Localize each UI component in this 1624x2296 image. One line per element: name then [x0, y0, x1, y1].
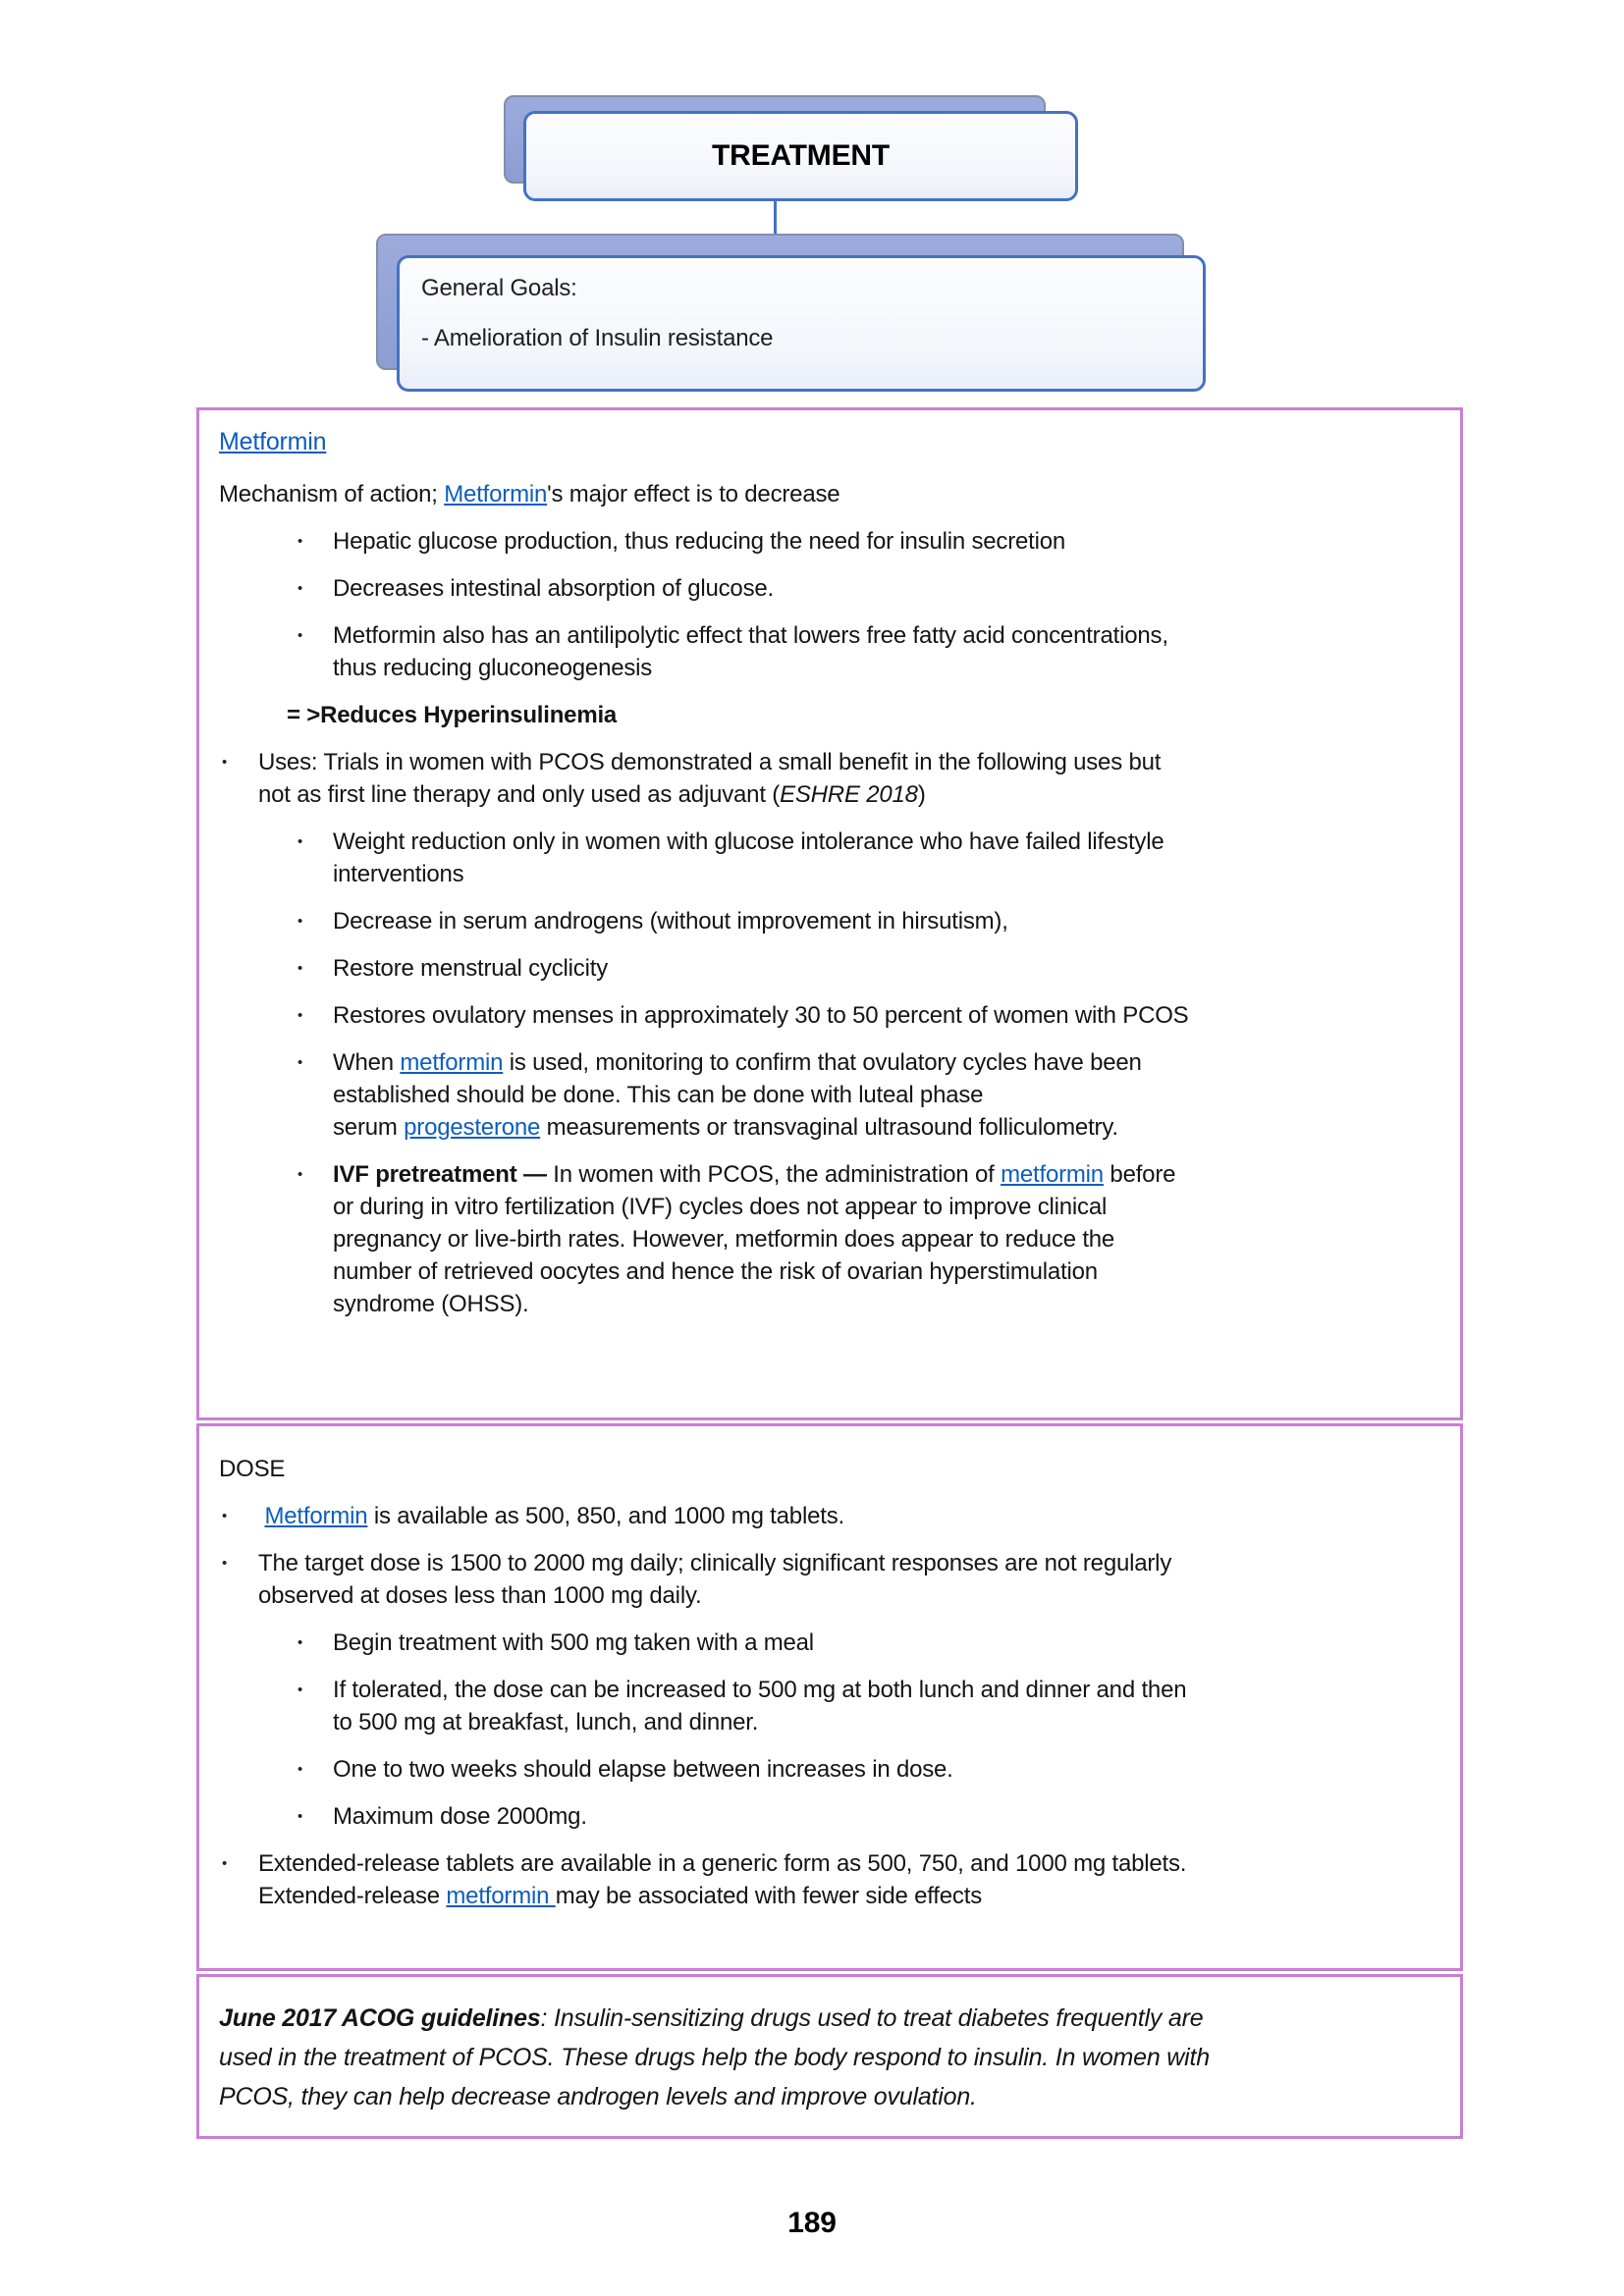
- bullet-text: [333, 999, 1440, 1032]
- text-run: June 2017 ACOG guidelines: [219, 2004, 541, 2032]
- general-goals-box: [397, 255, 1206, 392]
- text-run: Uses: Trials in women with PCOS demonstrated a small benefit in the following uses but: [258, 749, 1162, 775]
- text-run: = >Reduces Hyperinsulinemia: [287, 702, 618, 728]
- text-run: before: [1103, 1161, 1176, 1188]
- bullet-item: [219, 999, 1440, 1032]
- bullet-text: [333, 572, 1440, 605]
- text-run: is used, monitoring to confirm that ovulatory cycles have been: [503, 1049, 1142, 1076]
- bullet-item: [219, 1046, 1440, 1144]
- bullet-dot: •: [298, 1761, 303, 1778]
- text-run: Begin treatment with 500 mg taken with a meal: [333, 1629, 814, 1656]
- text-run: In women with PCOS, the administration of: [553, 1161, 1001, 1188]
- text-run: measurements or transvaginal ultrasound folliculometry.: [540, 1114, 1118, 1141]
- text-run: observed at doses less than 1000 mg daily.: [258, 1582, 702, 1609]
- bullet-item: [219, 1547, 1440, 1612]
- bullet-dot: •: [222, 1508, 228, 1524]
- text-run: Decreases intestinal absorption of glucose.: [333, 575, 774, 602]
- bullet-text: [258, 1500, 1440, 1532]
- text-run: syndrome (OHSS).: [333, 1291, 529, 1317]
- bullet-text: [333, 905, 1440, 937]
- text-run: When: [333, 1049, 401, 1076]
- bullet-dot: •: [298, 580, 303, 597]
- text-run: is available as 500, 850, and 1000 mg tablets.: [367, 1503, 844, 1529]
- text-run: IVF pretreatment —: [333, 1161, 554, 1188]
- bullet-dot: •: [298, 533, 303, 550]
- metformin-link[interactable]: Metformin: [444, 481, 548, 507]
- text-run: DOSE: [219, 1456, 286, 1482]
- bullet-text: [333, 619, 1440, 684]
- acog-guidelines-section: [196, 1974, 1463, 2139]
- text-run: Extended-release tablets are available in a generic form as 500, 750, and 1000 mg tablets.: [258, 1850, 1187, 1877]
- bullet-item: [219, 952, 1440, 985]
- bullet-item: [219, 746, 1440, 811]
- content-sections: [196, 407, 1463, 2142]
- bullet-text: [258, 1847, 1440, 1912]
- bullet-text: [333, 1158, 1440, 1320]
- text-run: The target dose is 1500 to 2000 mg daily; clinically significant responses are not regularly: [258, 1550, 1172, 1576]
- text-run: to 500 mg at breakfast, lunch, and dinner.: [333, 1709, 759, 1735]
- bullet-dot: •: [298, 1634, 303, 1651]
- bullet-dot: •: [222, 1555, 228, 1572]
- text-run: Hepatic glucose production, thus reducing the need for insulin secretion: [333, 528, 1066, 555]
- bullet-text: [333, 952, 1440, 985]
- bullet-dot: •: [222, 754, 228, 771]
- bullet-dot: •: [222, 1855, 228, 1872]
- bullet-text: [258, 1547, 1440, 1612]
- bullet-text: [258, 746, 1440, 811]
- text-run: pregnancy or live-birth rates. However, metformin does appear to reduce the: [333, 1226, 1115, 1253]
- text-run: One to two weeks should elapse between increases in dose.: [333, 1756, 953, 1783]
- text-run: Metformin also has an antilipolytic effect that lowers free fatty acid concentrations,: [333, 622, 1168, 649]
- metformin-link[interactable]: metformin: [1001, 1161, 1104, 1188]
- bullet-item: [219, 1627, 1440, 1659]
- treatment-title: TREATMENT: [712, 139, 890, 172]
- bullet-text: [333, 525, 1440, 558]
- bullet-item: [219, 525, 1440, 558]
- bullet-item: [219, 905, 1440, 937]
- text-run: Maximum dose 2000mg.: [333, 1803, 587, 1830]
- bullet-item: [219, 1847, 1440, 1912]
- metformin-link[interactable]: metformin: [400, 1049, 504, 1076]
- general-goals-item: - Amelioration of Insulin resistance: [421, 325, 774, 351]
- text-run: Restore menstrual cyclicity: [333, 955, 609, 982]
- metformin-section: [196, 407, 1463, 1420]
- bullet-item: [219, 619, 1440, 684]
- bullet-dot: •: [298, 1166, 303, 1183]
- text-run: or during in vitro fertilization (IVF) cycles does not appear to improve clinical: [333, 1194, 1108, 1220]
- paragraph: [219, 1999, 1440, 2116]
- text-run: used in the treatment of PCOS. These drugs help the body respond to insulin. In women with: [219, 2044, 1210, 2071]
- bullet-text: [333, 1046, 1440, 1144]
- metformin-link[interactable]: Metformin: [264, 1503, 368, 1529]
- bullet-dot: •: [298, 913, 303, 930]
- bullet-dot: •: [298, 1808, 303, 1825]
- paragraph: [219, 478, 1440, 510]
- text-run: Extended-release: [258, 1883, 447, 1909]
- general-goals-title: General Goals:: [421, 275, 577, 301]
- text-run: interventions: [333, 861, 464, 887]
- text-run: ESHRE 2018: [780, 781, 918, 808]
- text-run: serum: [333, 1114, 405, 1141]
- bullet-item: [219, 826, 1440, 890]
- bullet-dot: •: [298, 627, 303, 644]
- bullet-dot: •: [298, 1054, 303, 1071]
- metformin-link[interactable]: Metformin: [219, 428, 327, 455]
- text-run: Weight reduction only in women with glucose intolerance who have failed lifestyle: [333, 828, 1164, 855]
- text-run: Decrease in serum androgens (without improvement in hirsutism),: [333, 908, 1008, 934]
- bullet-text: [333, 1674, 1440, 1738]
- text-run: : Insulin-sensitizing drugs used to treat diabetes frequently are: [540, 2004, 1204, 2032]
- text-run: ): [917, 781, 926, 808]
- bullet-dot: •: [298, 833, 303, 850]
- text-run: Restores ovulatory menses in approximately 30 to 50 percent of women with PCOS: [333, 1002, 1189, 1029]
- page-number: 189: [787, 2207, 837, 2239]
- metformin-link[interactable]: metformin: [446, 1883, 556, 1909]
- text-run: thus reducing gluconeogenesis: [333, 655, 653, 681]
- text-run: may be associated with fewer side effects: [555, 1883, 982, 1909]
- bullet-item: [219, 1800, 1440, 1833]
- text-run: If tolerated, the dose can be increased to 500 mg at both lunch and dinner and then: [333, 1677, 1187, 1703]
- dose-section: [196, 1423, 1463, 1971]
- text-run: PCOS, they can help decrease androgen levels and improve ovulation.: [219, 2083, 977, 2110]
- treatment-box: [523, 111, 1078, 201]
- bullet-text: [333, 826, 1440, 890]
- bullet-item: [219, 572, 1440, 605]
- bullet-item: [219, 1158, 1440, 1320]
- progesterone-link[interactable]: progesterone: [404, 1114, 541, 1141]
- bullet-dot: •: [298, 1007, 303, 1024]
- bullet-item: [219, 1753, 1440, 1786]
- bullet-item: [219, 1674, 1440, 1738]
- bullet-text: [333, 1800, 1440, 1833]
- bullet-item: [219, 1500, 1440, 1532]
- paragraph: [219, 426, 1440, 458]
- bullet-text: [333, 1627, 1440, 1659]
- text-run: not as first line therapy and only used as adjuvant (: [258, 781, 781, 808]
- text-run: established should be done. This can be done with luteal phase: [333, 1082, 984, 1108]
- text-run: number of retrieved oocytes and hence the risk of ovarian hyperstimulation: [333, 1258, 1098, 1285]
- bullet-dot: •: [298, 960, 303, 977]
- text-run: Mechanism of action;: [219, 481, 445, 507]
- bullet-text: [333, 1753, 1440, 1786]
- paragraph: [219, 1453, 1440, 1485]
- text-run: 's major effect is to decrease: [547, 481, 840, 507]
- flowchart-connector-line: [774, 201, 777, 236]
- bullet-dot: •: [298, 1682, 303, 1698]
- paragraph: [287, 699, 1440, 731]
